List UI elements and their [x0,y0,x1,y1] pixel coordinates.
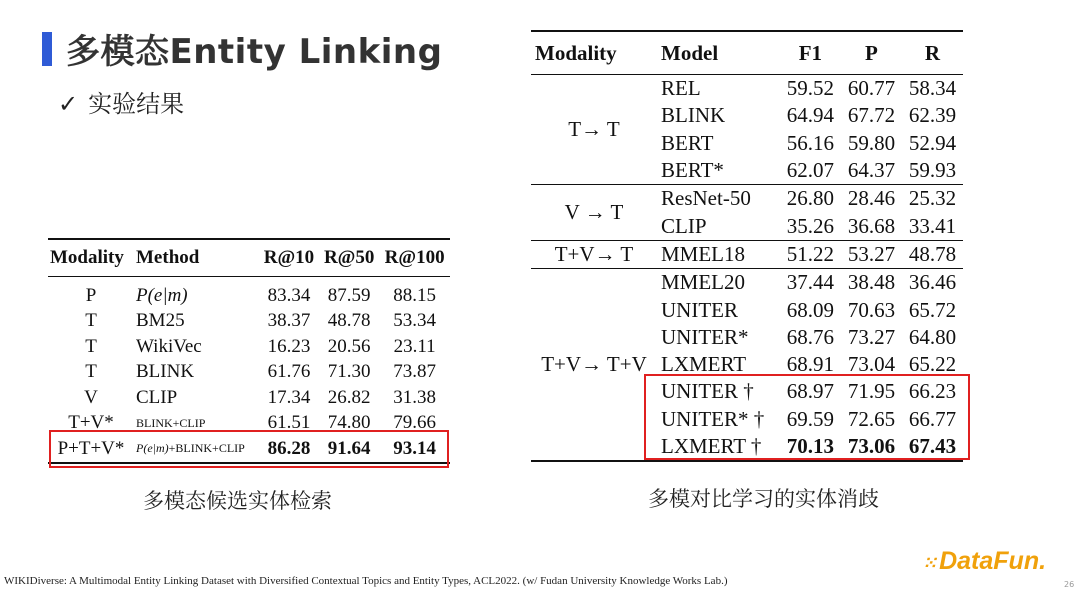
highlight-box-left [49,430,449,468]
cell-model: UNITER* [661,324,749,349]
cell-r100: 73.87 [393,361,436,383]
cell-modality: P+T+V* [48,436,134,463]
table-row [531,240,963,268]
cell-r: 64.80 [908,324,957,349]
cell-p: 64.37 [841,157,902,185]
cell-r100: 53.34 [393,310,436,332]
cell-method: P(e|m) [136,284,188,306]
cell-f1: 59.52 [786,76,835,101]
cell-p: 53.27 [841,240,902,268]
cell-method: BLINK+CLIP [136,415,206,430]
cell-r100: 23.11 [393,335,436,357]
cell-f1: 35.26 [780,212,841,240]
cell-r: 62.39 [908,103,957,128]
cell-r: 36.46 [908,270,957,295]
cell-f1: 68.09 [786,297,835,322]
left-table-caption: 多模态候选实体检索 [143,489,332,513]
cell-model: MMEL18 [657,240,780,268]
col-header-r: R [902,31,963,75]
table-row [531,185,963,213]
cell-r100: 31.38 [393,386,436,408]
cell-model: LXMERT [661,352,747,377]
cell-r100: 79.66 [393,412,436,434]
bullet-experiment-results [58,84,184,119]
cell-r50: 48.78 [327,310,371,332]
cell-r10: 61.76 [267,361,311,383]
check-icon: ✓ [58,90,79,118]
cell-r: 25.32 [908,186,957,211]
cell-r: 58.34 [908,76,957,101]
col-header-modality: Modality [531,31,657,75]
cell-model: CLIP [657,212,780,240]
cell-r10: 38.37 [267,310,311,332]
cell-r50: 26.82 [327,386,371,408]
col-header-p: P [841,31,902,75]
title-accent-bar [42,32,52,66]
col-header-modality: Modality [48,239,134,277]
cell-p: 28.46 [847,186,896,211]
cell-p: 73.27 [847,324,896,349]
cell-f1: 51.22 [780,240,841,268]
cell-p: 38.48 [847,270,896,295]
cell-method: WikiVec [136,335,202,357]
cell-model: ResNet-50 [661,186,751,211]
cell-modality: P [85,284,97,306]
cell-r: 59.93 [902,157,963,185]
bullet-label: 实验结果 [88,90,185,118]
cell-p: 70.63 [847,297,896,322]
method-rest-part: +BLINK+CLIP [168,441,245,456]
cell-r10: 83.34 [267,284,311,306]
cell-p: 71.95 [847,379,896,404]
cell-modality: T [85,335,97,357]
page-number: 26 [1064,580,1075,589]
logo-text: DataFun. [939,547,1047,575]
col-header-method: Method [134,239,259,277]
cell-f1: 68.76 [786,324,835,349]
cell-r: 65.72 [908,297,957,322]
col-header-r100: R@100 [379,239,450,277]
table-row [48,334,450,360]
cell-r: 66.23 [908,379,957,404]
cell-r50: 20.56 [327,335,371,357]
cell-model: MMEL20 [661,270,745,295]
cell-r50: 74.80 [327,412,371,434]
group-modality: T+V→ T [531,240,657,268]
col-header-r10: R@10 [259,239,319,277]
cell-method: BM25 [136,310,185,332]
citation-footer: WIKIDiverse: A Multimodal Entity Linking Dataset with Diversified Contextual Topics and Entity Types, ACL2022. (w/ Fudan University Knowledge Works Lab.) [4,575,728,587]
cell-modality: V [84,386,98,408]
cell-model: UNITER [661,297,738,322]
cell-model: REL [661,76,701,101]
table-row [48,360,450,386]
table-row [531,75,963,103]
table-header-row [531,31,963,75]
cell-modality: T [85,361,97,383]
table-row [531,269,963,297]
cell-f1: 68.91 [786,352,835,377]
table-row [48,309,450,335]
group-modality: T→ T [568,117,620,142]
group-modality: T+V→ T+V [531,269,657,462]
cell-r10: 16.23 [267,335,311,357]
cell-f1: 26.80 [786,186,835,211]
right-table-caption: 多模对比学习的实体消歧 [648,487,879,511]
cell-r: 67.43 [902,433,963,461]
cell-f1: 62.07 [780,157,841,185]
cell-p: 36.68 [841,212,902,240]
cell-f1: 64.94 [786,103,835,128]
logo-dots-icon: ⁙ [922,553,938,573]
cell-p: 67.72 [847,103,896,128]
cell-f1: 37.44 [786,270,835,295]
cell-r100: 88.15 [393,284,436,306]
col-header-f1: F1 [780,31,841,75]
cell-f1: 68.97 [786,379,835,404]
cell-p: 73.04 [847,352,896,377]
cell-r10: 86.28 [259,436,319,463]
cell-r: 65.22 [908,352,957,377]
cell-modality: T+V* [68,412,114,434]
table-header-row [48,239,450,277]
cell-model: BERT* [657,157,780,185]
highlight-box-right [644,374,970,460]
cell-p: 73.06 [841,433,902,461]
cell-p: 59.80 [847,130,896,155]
cell-r: 33.41 [902,212,963,240]
datafun-logo [922,547,1046,576]
cell-r: 52.94 [908,130,957,155]
cell-model: BLINK [661,103,726,128]
cell-modality: T [85,310,97,332]
cell-p: 60.77 [847,76,896,101]
cell-r: 66.77 [908,406,957,431]
cell-model: UNITER* † [661,406,765,431]
cell-f1: 69.59 [786,406,835,431]
cell-model: BERT [661,130,714,155]
cell-model: LXMERT † [657,433,780,461]
col-header-r50: R@50 [319,239,379,277]
method-prob-part: P(e|m) [136,441,169,456]
group-modality: V → T [531,185,657,241]
cell-r50: 71.30 [327,361,371,383]
cell-model: UNITER † [661,379,754,404]
cell-f1: 56.16 [786,130,835,155]
page-title: 多模态Entity Linking [66,32,443,72]
cell-r10: 17.34 [267,386,311,408]
table-row [48,385,450,411]
cell-r100: 93.14 [379,436,450,463]
cell-r50: 87.59 [327,284,371,306]
cell-p: 72.65 [847,406,896,431]
cell-method: CLIP [136,386,178,408]
table-row [48,277,450,309]
cell-f1: 70.13 [780,433,841,461]
cell-r: 48.78 [902,240,963,268]
cell-r10: 61.51 [267,412,311,434]
cell-r50: 91.64 [319,436,379,463]
col-header-model: Model [657,31,780,75]
cell-method: BLINK [136,361,195,383]
